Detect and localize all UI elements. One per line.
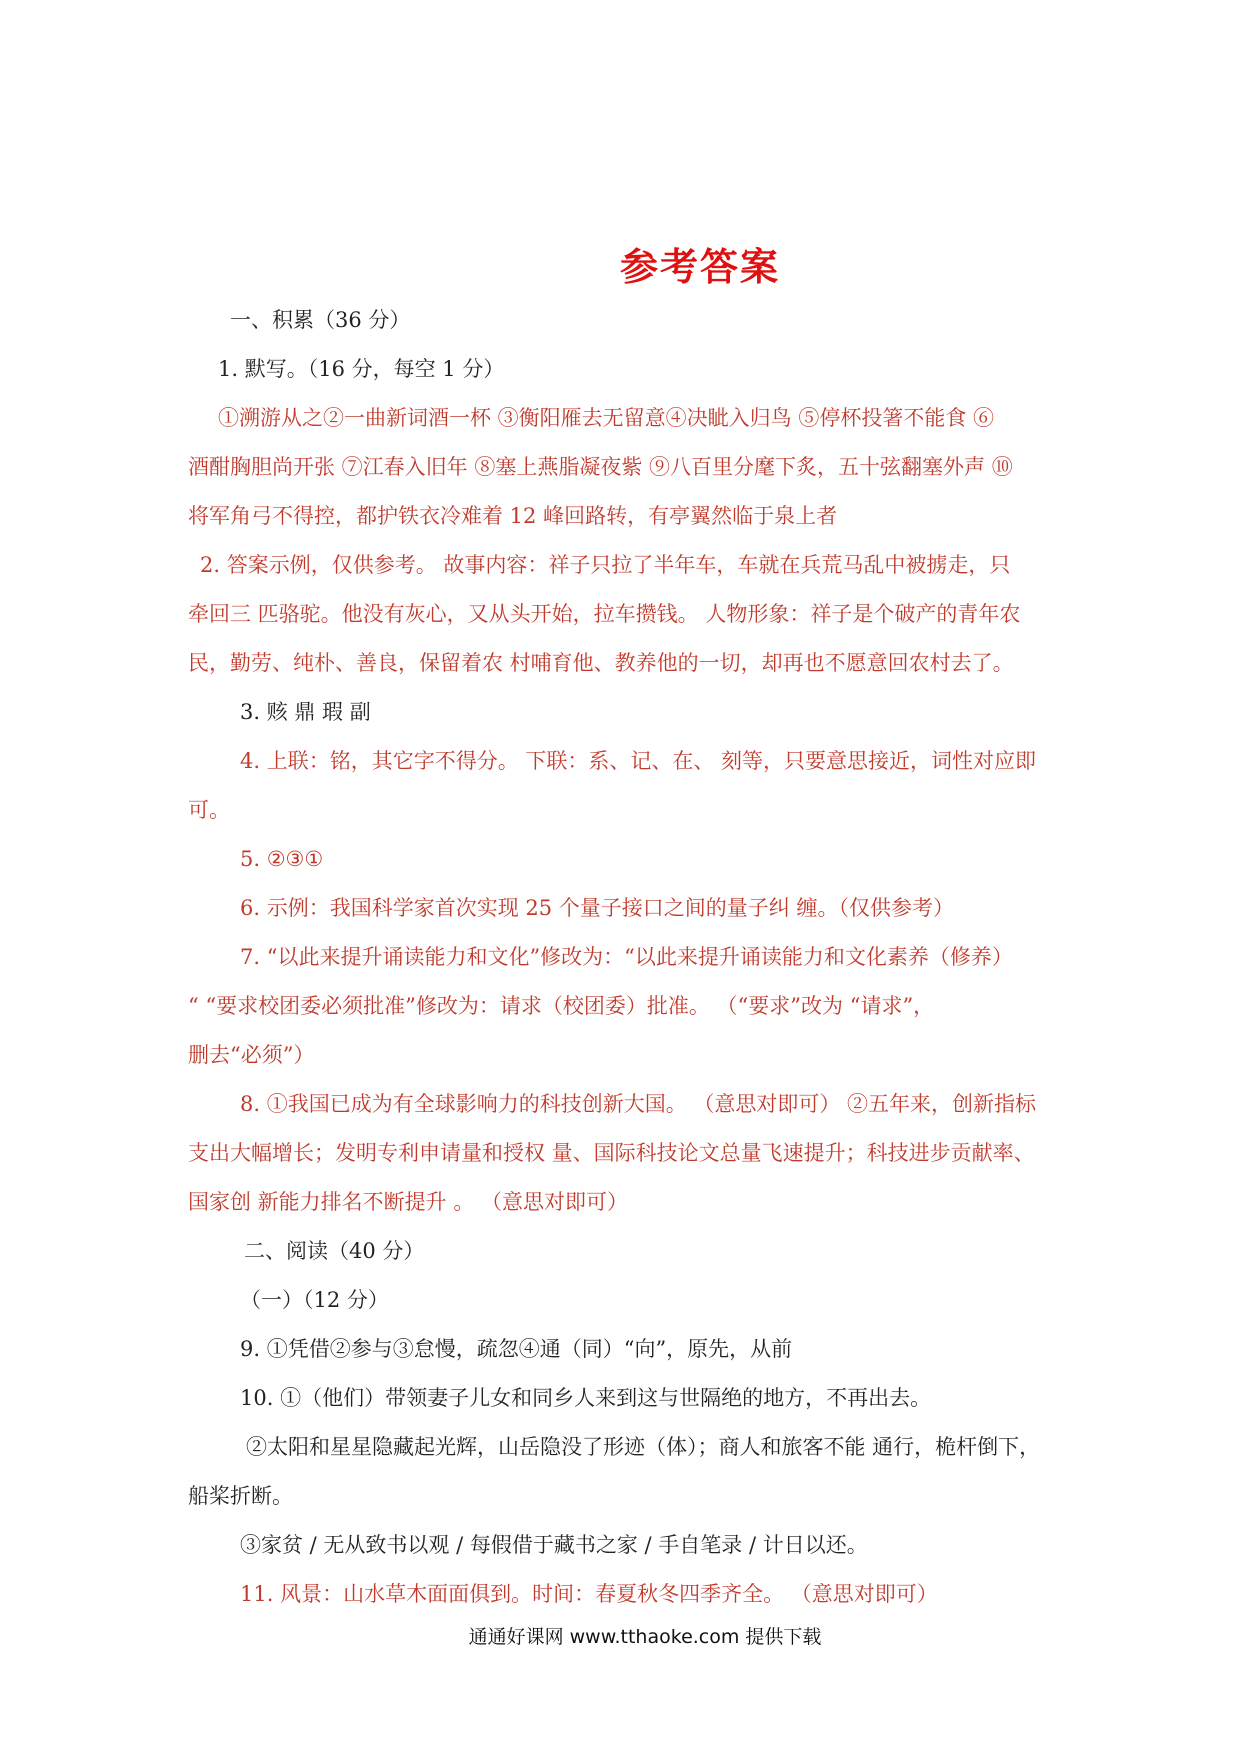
answer-line: 船桨折断。 (188, 1484, 293, 1508)
answer-line: 5. ②③① (240, 847, 324, 871)
answer-line: 可。 (188, 798, 230, 822)
section-heading-accumulation: 一、积累（36 分） (230, 308, 411, 332)
answer-line: 将军角弓不得控，都护铁衣冷难着 12 峰回路转，有亭翼然临于泉上者 (188, 504, 838, 528)
answer-line: 支出大幅增长；发明专利申请量和授权 量、国际科技论文总量飞速提升；科技进步贡献率、 (188, 1141, 1035, 1165)
answer-line: 4. 上联：铭，其它字不得分。 下联：系、记、在、 刻等，只要意思接近，词性对应即 (240, 749, 1037, 773)
answer-line: “ “要求校团委必须批准”修改为：请求（校团委）批准。 （“要求”改为 “请求”， (188, 994, 935, 1018)
section-heading-reading: 二、阅读（40 分） (244, 1239, 425, 1263)
answer-line: 9. ①凭借②参与③怠慢，疏忽④通（同）“向”，原先，从前 (240, 1337, 793, 1361)
answer-line: 6. 示例：我国科学家首次实现 25 个量子接口之间的量子纠 缠。（仅供参考） (240, 896, 954, 920)
page-title: 参考答案 (619, 245, 780, 289)
answer-line: 删去“必须”） (188, 1043, 315, 1067)
subsection-heading: （一）（12 分） (240, 1288, 389, 1312)
answer-line: 11. 风景：山水草木面面俱到。时间：春夏秋冬四季齐全。 （意思对即可） (240, 1582, 938, 1606)
answer-line: 酒酣胸胆尚开张 ⑦江春入旧年 ⑧塞上燕脂凝夜紫 ⑨八百里分麾下炙，五十弦翻塞外声 ⑩ (188, 455, 1013, 479)
answer-line: 2. 答案示例，仅供参考。 故事内容：祥子只拉了半年车，车就在兵荒马乱中被掳走，只 (200, 553, 1011, 577)
answer-line: 国家创 新能力排名不断提升 。 （意思对即可） (188, 1190, 629, 1214)
question-1-heading: 1. 默写。（16 分，每空 1 分） (218, 357, 505, 381)
answer-line: 10. ①（他们）带领妻子儿女和同乡人来到这与世隔绝的地方，不再出去。 (240, 1386, 932, 1410)
answer-line: 3. 赅 鼎 瑕 副 (240, 700, 371, 724)
footer-credit: 通通好课网 www.tthaoke.com 提供下载 (468, 1626, 822, 1648)
answer-content (188, 296, 1068, 1619)
answer-line: ②太阳和星星隐藏起光辉，山岳隐没了形迹（体）；商人和旅客不能 通行，桅杆倒下， (246, 1435, 1041, 1459)
answer-line: 牵回三 匹骆驼。他没有灰心，又从头开始，拉车攒钱。 人物形象：祥子是个破产的青年农 (188, 602, 1021, 626)
answer-line: 8. ①我国已成为有全球影响力的科技创新大国。 （意思对即可） ②五年来，创新指标 (240, 1092, 1037, 1116)
answer-line: ③家贫 / 无从致书以观 / 每假借于藏书之家 / 手自笔录 / 计日以还。 (240, 1533, 868, 1557)
answer-line: 7. “以此来提升诵读能力和文化”修改为：“以此来提升诵读能力和文化素养（修养） (240, 945, 1013, 969)
answer-line: 民，勤劳、纯朴、善良，保留着农 村哺育他、教养他的一切，却再也不愿意回农村去了。 (188, 651, 1014, 675)
answer-line: ①溯游从之②一曲新词酒一杯 ③衡阳雁去无留意④决眦入归鸟 ⑤停杯投箸不能食 ⑥ (218, 406, 995, 430)
